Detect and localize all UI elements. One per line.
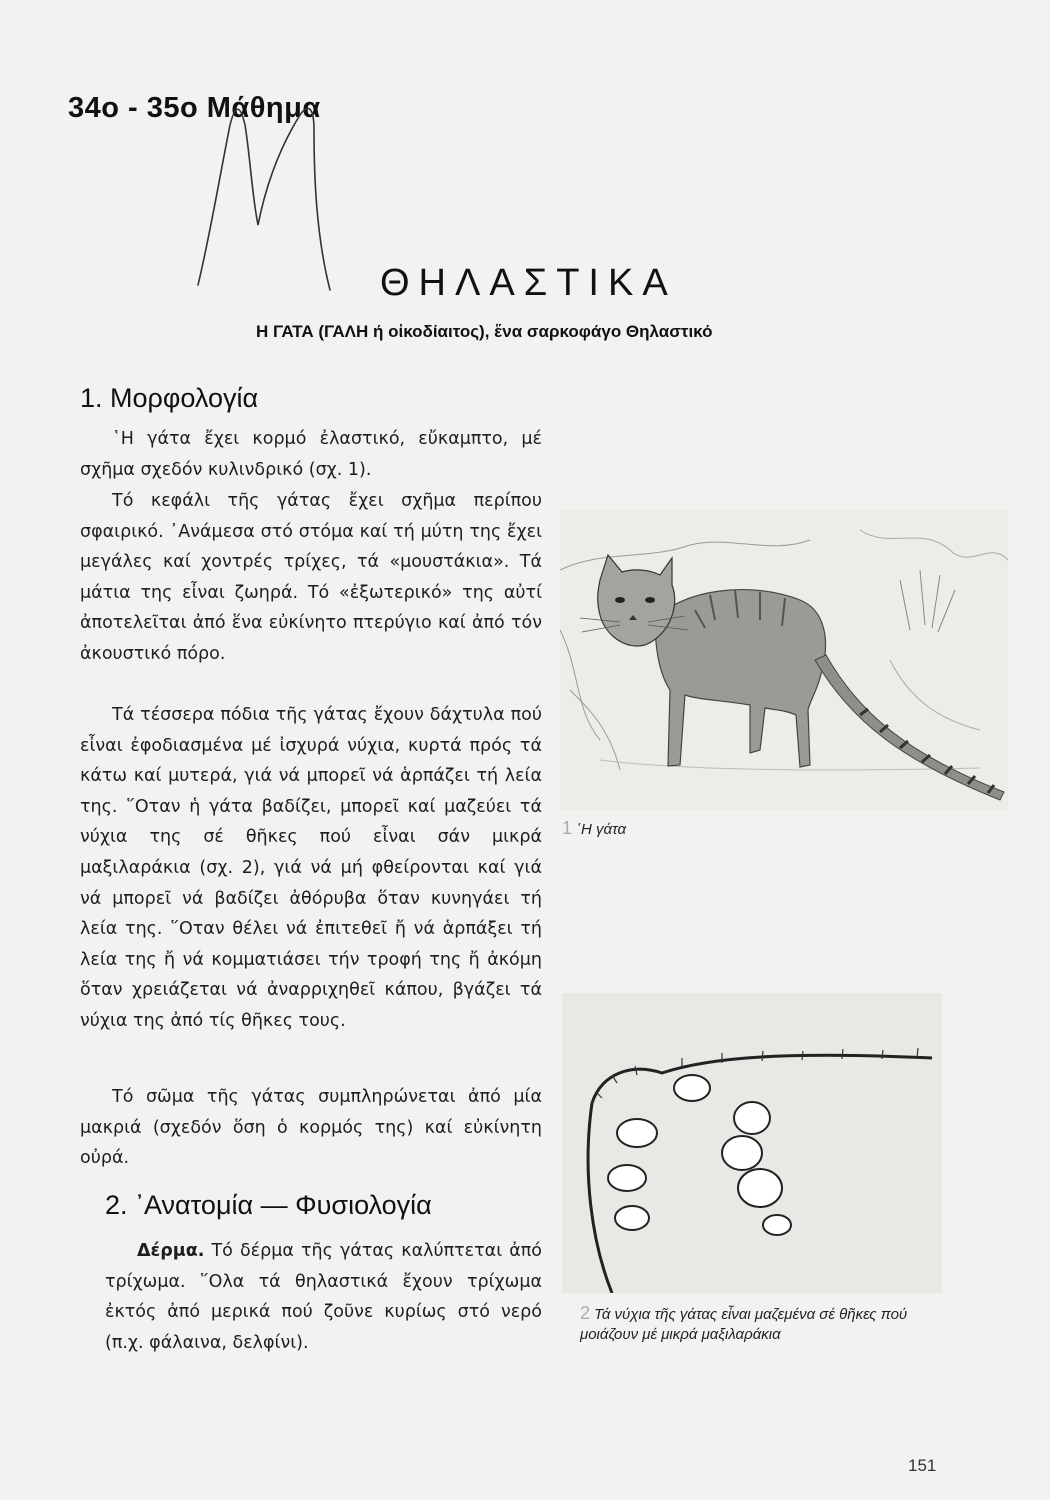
skin-lead: Δέρμα.	[137, 1241, 205, 1261]
paw-illustration	[562, 993, 942, 1293]
skin-text: Τό δέρμα τῆς γάτας καλύπτεται ἀπό τρίχωμα. ῞Ολα τά θηλαστικά ἔχουν τρίχωμα ἐκτός ἀπό μερικά πού ζοῦνε κυρίως στό νερό (π.χ. φάλαινα, δελφίνι).	[105, 1241, 542, 1353]
paragraph: ῾Η γάτα ἔχει κορμό ἐλαστικό, εὔκαμπτο, μέ σχῆμα σχεδόν κυλινδρικό (σχ. 1).	[80, 429, 542, 480]
paragraph: Τό κεφάλι τῆς γάτας ἔχει σχῆμα περίπου σφαιρικό. ᾿Ανάμεσα στό στόμα καί τή μύτη της ἔχει μεγάλες καί χοντρές τρίχες, τά «μουστάκια». Τά μάτια της εἶναι ζωηρά. Τό «ἐξωτερικό» της αὐτί ἀποτελεῖται ἀπό ἕνα εὐκίνητο πτερύγιο καί ἀπό τόν ἀκουστικό πόρο.	[80, 491, 542, 664]
section-anatomy-title: 2. ᾿Ανατομία — Φυσιολογία	[105, 1190, 432, 1220]
cat-illustration	[560, 510, 1008, 810]
figure-2-caption: 2 Τά νύχια τῆς γάτας εἶναι μαζεμένα σέ θῆκες πού μοιάζουν μέ μικρά μαξιλαράκια	[580, 1303, 908, 1343]
section-morphology-title: 1. Μορφολογία	[80, 383, 259, 413]
paragraph: Τά τέσσερα πόδια τῆς γάτας ἔχουν δάχτυλα πού εἶναι ἐφοδιασμένα μέ ἰσχυρά νύχια, κυρτά πρός τά κάτω καί μυτερά, γιά νά μπορεῖ νά ἁρπάζει τή λεία της. ῞Οταν ἡ γάτα βαδίζει, μπορεῖ καί μαζεύει τά νύχια της σέ θῆκες πού εἶναι σάν μικρά μαξιλαράκια (σχ. 2), γιά νά μή φθείρονται καί γιά νά μπορεῖ νά βαδίζει ἀθόρυβα ὅταν κυνηγάει τή λεία της. ῞Οταν θέλει νά ἐπιτεθεῖ ἤ νά ἁρπάξει τή λεία της ἤ νά κομματιάσει τήν τροφή της ἤ ἀκόμη ὅταν χρειάζεται νά ἀναρριχηθεῖ κάπου, βγάζει τά νύχια της ἀπό τίς θῆκες τους.	[80, 705, 542, 1031]
paragraph-skin	[105, 1236, 542, 1358]
page-number: 151	[908, 1456, 937, 1475]
chapter-subtitle: Η ΓΑΤΑ (ΓΑΛΗ ή οἰκοδίαιτος), ἕνα σαρκοφάγο Θηλαστικό	[256, 322, 713, 341]
chapter-title: ΘΗΛΑΣΤΙΚΑ	[380, 262, 677, 304]
lesson-number: 34ο - 35ο Μάθημα	[68, 92, 321, 124]
figure-1-caption: 1 ῾Η γάτα	[562, 818, 627, 838]
handwritten-m-mark	[190, 85, 340, 305]
paragraph: Τό σῶμα τῆς γάτας συμπληρώνεται ἀπό μία μακριά (σχεδόν ὅση ὁ κορμός της) καί εὐκίνητη οὐρά.	[80, 1087, 542, 1169]
